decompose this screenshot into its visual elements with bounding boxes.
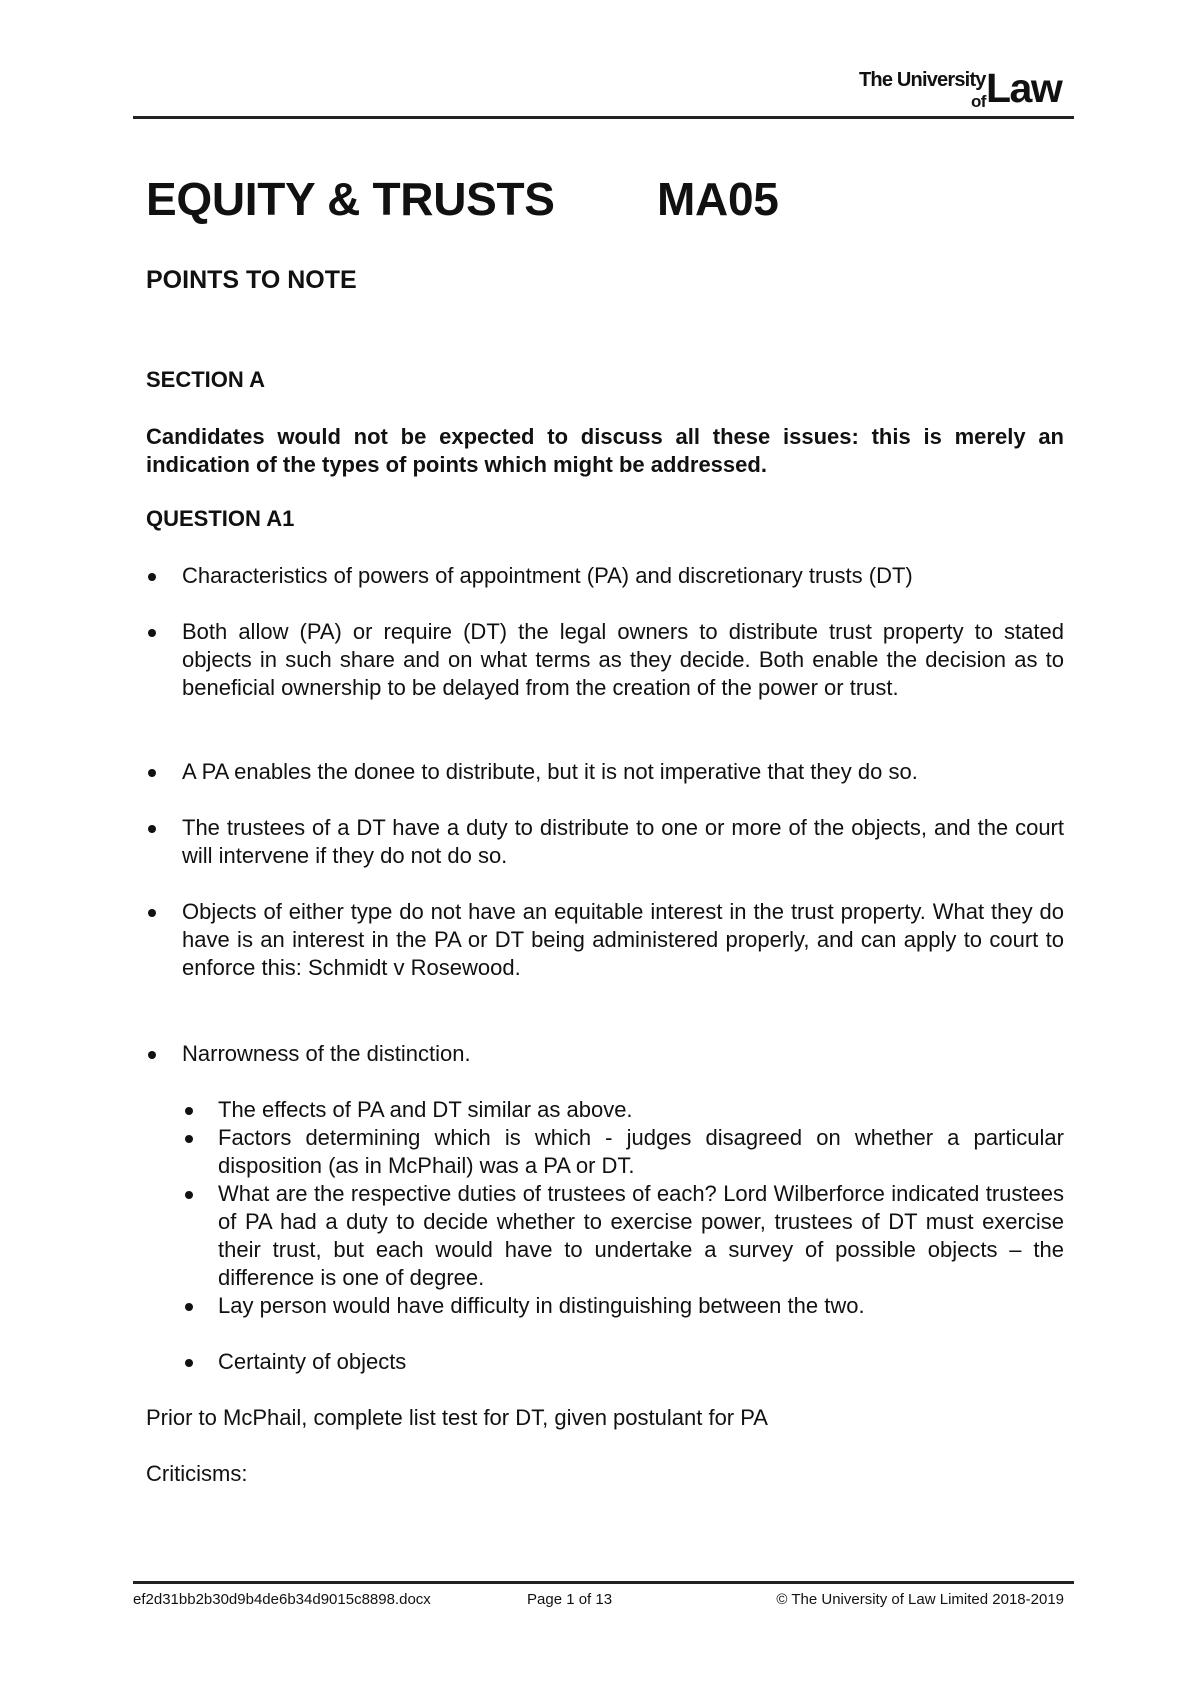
list-item-text: Objects of either type do not have an equitable interest in the trust property. What they do have is an interest in the PA or DT being administered properly, and can apply to court to enforce this: Schmidt v Rosewood. <box>182 899 1064 980</box>
list-item-text: Characteristics of powers of appointment (PA) and discretionary trusts (DT) <box>182 563 913 588</box>
subtitle: POINTS TO NOTE <box>146 266 357 294</box>
list-item-text: Narrowness of the distinction. <box>182 1041 471 1066</box>
sub-list-item-text: Factors determining which is which - judges disagreed on whether a particular disposition (as in McPhail) was a PA or DT. <box>218 1125 1064 1178</box>
section-heading: SECTION A <box>146 367 265 392</box>
sub-list-item-text: The effects of PA and DT similar as above. <box>218 1097 633 1122</box>
sub-list-item-text: Certainty of objects <box>218 1349 407 1374</box>
footer-page-number: Page 1 of 13 <box>527 1591 613 1608</box>
footer-rule <box>133 1581 1074 1584</box>
sub-list-item-text: What are the respective duties of trustees of each? Lord Wilberforce indicated trustees of PA had a duty to decide whether to exercise power, trustees of DT must exercise their trust, but each would have to undertake a survey of possible objects – the difference is one of degree. <box>218 1181 1064 1290</box>
sub-list-item-text: Lay person would have difficulty in distinguishing between the two. <box>218 1293 865 1318</box>
university-of-law-logo <box>855 66 1063 112</box>
question-heading: QUESTION A1 <box>146 506 295 531</box>
logo-text-the-university: The University <box>859 69 986 91</box>
list-item-text: The trustees of a DT have a duty to distribute to one or more of the objects, and the court will intervene if they do not do so. <box>182 815 1064 868</box>
document-title <box>146 172 779 226</box>
body-paragraph: Criticisms: <box>146 1461 248 1486</box>
body-paragraph: Prior to McPhail, complete list test for DT, given postulant for PA <box>146 1405 768 1430</box>
footer-copyright: © The University of Law Limited 2018-2019 <box>776 1591 1064 1608</box>
title-subject: EQUITY & TRUSTS <box>146 173 555 225</box>
logo-text-of: of <box>971 92 986 111</box>
intro-paragraph: Candidates would not be expected to discuss all these issues: this is merely an indication of the types of points which might be addressed. <box>146 424 1064 477</box>
title-module-code: MA05 <box>657 173 779 225</box>
footer-filename: ef2d31bb2b30d9b4de6b34d9015c8898.docx <box>133 1591 431 1608</box>
logo-text-law: Law <box>986 65 1062 111</box>
list-item-text: A PA enables the donee to distribute, but it is not imperative that they do so. <box>182 759 918 784</box>
list-item-text: Both allow (PA) or require (DT) the legal owners to distribute trust property to stated objects in such share and on what terms as they decide. Both enable the decision as to beneficial ownership to be delayed from the creation of the power or trust. <box>182 619 1064 700</box>
header-rule <box>133 116 1074 119</box>
